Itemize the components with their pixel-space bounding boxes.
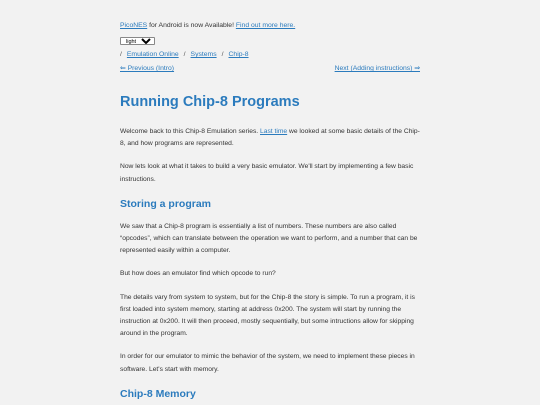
announcement-text: for Android is now Available! <box>147 22 236 29</box>
breadcrumb <box>120 50 420 59</box>
breadcrumb-emulation-online[interactable]: Emulation Online <box>126 51 179 58</box>
breadcrumb-separator: / <box>183 51 186 58</box>
picones-link[interactable]: PicoNES <box>120 22 148 29</box>
section-heading-chip8-memory: Chip-8 Memory <box>120 387 196 400</box>
page-container <box>120 0 420 401</box>
section-heading-storing-program: Storing a program <box>120 197 212 210</box>
last-time-link[interactable]: Last time <box>260 128 288 135</box>
paragraph-mimic-behavior: In order for our emulator to mimic the behavior of the system, we need to implement these pieces in software. Let's start with memory. <box>120 353 415 373</box>
paragraph-opcodes: We saw that a Chip-8 program is essentially a list of numbers. These numbers are also called “opcodes”, which can translate between the operation we want to perform, and a number that can be represented easily within a computer. <box>120 222 418 255</box>
find-out-more-link[interactable]: Find out more here. <box>235 22 296 29</box>
next-page-link[interactable]: Next (Adding instructions) ⇒ <box>334 65 420 72</box>
breadcrumb-systems[interactable]: Systems <box>190 51 217 58</box>
paragraph-build-emulator: Now lets look at what it takes to build a very basic emulator. We'll start by implementing a few basic instructions. <box>120 163 414 183</box>
theme-select[interactable] <box>120 37 155 45</box>
paragraph-find-opcode: But how does an emulator find which opcode to run? <box>120 270 276 278</box>
intro-text-after: we looked at some basic details of the Chip-8, and how programs are represented. <box>120 128 420 148</box>
breadcrumb-separator: / <box>120 51 122 58</box>
pager <box>120 64 420 74</box>
breadcrumb-separator: / <box>221 51 224 58</box>
intro-text-before: Welcome back to this Chip-8 Emulation series. <box>120 128 260 135</box>
announcement-banner <box>120 21 420 30</box>
paragraph-system-memory: The details vary from system to system, but for the Chip-8 the story is simple. To run a program, it is first loaded into system memory, starting at address 0x200. The system will start by running the instruction at 0x200. It will then proceed, mostly sequentially, but some intructions allow for skipping around in the program. <box>120 293 415 338</box>
page-title: Running Chip-8 Programs <box>120 94 300 110</box>
intro-paragraph <box>120 126 420 150</box>
breadcrumb-chip8[interactable]: Chip-8 <box>228 51 249 58</box>
previous-page-link[interactable]: ⇐ Previous (Intro) <box>120 65 175 72</box>
theme-select-wrapper <box>120 30 420 48</box>
